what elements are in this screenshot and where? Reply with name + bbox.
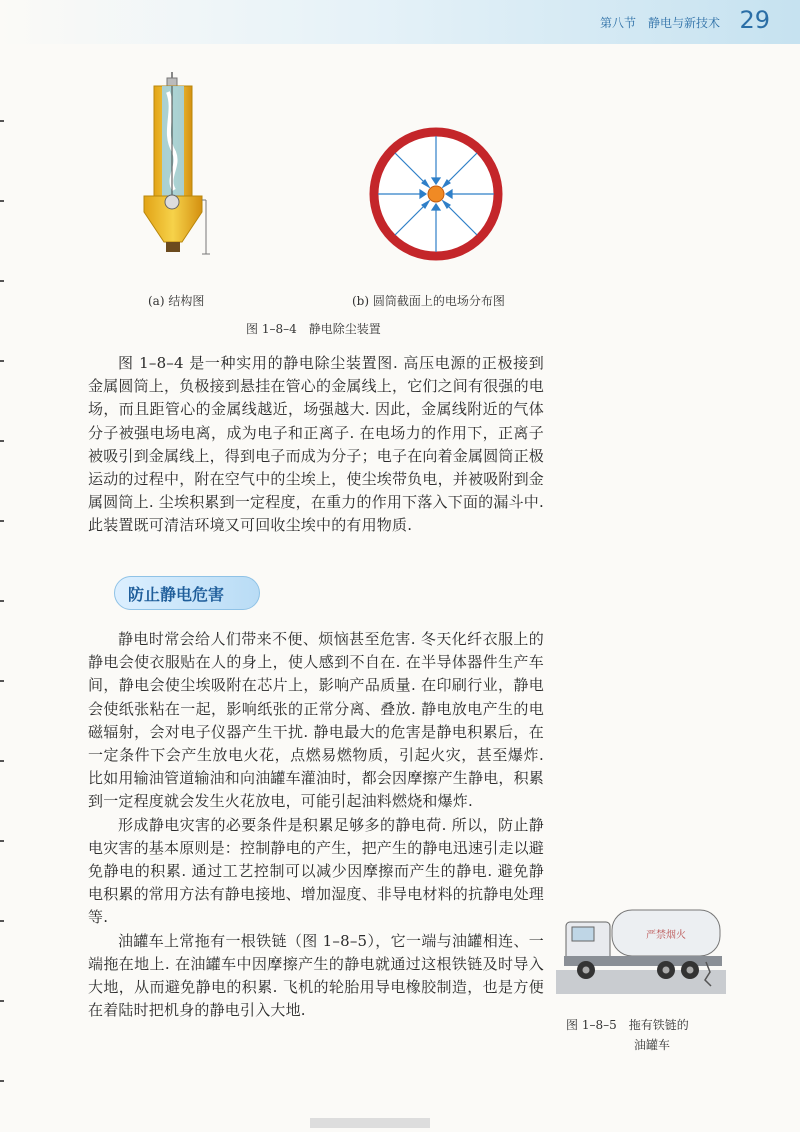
figure-structure-diagram (140, 72, 240, 268)
paragraph: 油罐车上常拖有一根铁链（图 1–8–5），它一端与油罐相连、一端拖在地上. 在油罐车中因摩擦产生的静电就通过这根铁链及时导入大地，从而避免静电的积累. 飞机的轮胎用导电橡胶制造，也是方便在着陆时把机身的静电引入大地. (88, 931, 544, 1020)
figure-tanker-truck (556, 900, 726, 1000)
figure-field-distribution (366, 124, 506, 264)
page-number: 29 (739, 6, 770, 34)
figure-a-caption: (a) 结构图 (148, 294, 205, 308)
paragraph: 静电时常会给人们带来不便、烦恼甚至危害. 冬天化纤衣服上的静电会使衣服贴在人的身上，使人感到不自在. 在半导体器件生产车间，静电会使尘埃吸附在芯片上，影响产品质量. 在印刷行业，静电会使纸张粘在一起，影响纸张的正常分离、叠放. 静电放电产生的电磁辐射，会对电子仪器产生干扰. 静电最大的危害是静电积累后，在一定条件下会产生放电火花，点燃易燃物质，引起火灾，甚至爆炸. 比如用输油管道输油和向油罐车灌油时，都会因摩擦产生静电，积累到一定程度就会发生火花放电，可能引起油料燃烧和爆炸. (88, 630, 545, 811)
figure-1-8-4-caption: 图 1–8–4 静电除尘装置 (246, 322, 381, 336)
figure-1-8-5-caption-line1: 图 1–8–5 拖有铁链的 (566, 1018, 689, 1032)
section-heading: 防止静电危害 (128, 585, 225, 604)
paragraph: 图 1–8–4 是一种实用的静电除尘装置图. 高压电源的正极接到金属圆筒上，负极接到悬挂在管心的金属线上，它们之间有很强的电场，而且距管心的金属线越近，场强越大. 因此，金属线附近的气体分子被强电场电离，成为电子和正离子. 在电场力的作用下，正离子被吸引到金属线上，得到电子而成为分子；电子在向着金属圆筒正极运动的过程中，附在空气中的尘埃上，使尘埃带负电，并被吸附到金属圆筒上. 尘埃积累到一定程度，在重力的作用下落入下面的漏斗中. 此装置既可清洁环境又可回收尘埃中的有用物质. (88, 354, 545, 535)
page-edge (0, 0, 4, 1132)
tank-warning-label: 严禁烟火 (646, 930, 686, 941)
paragraph: 形成静电灾害的必要条件是积累足够多的静电荷. 所以，防止静电灾害的基本原则是：控制静电的产生，把产生的静电迅速引走以避免静电的积累. 通过工艺控制可以减少因摩擦而产生的静电. 避免静电积累的常用方法有静电接地、增加湿度、非导电材料的抗静电处理等. (88, 815, 545, 927)
intro-paragraph-block (88, 352, 544, 538)
figure-b-caption: (b) 圆筒截面上的电场分布图 (352, 294, 505, 308)
header-section-title: 第八节 静电与新技术 (599, 16, 720, 30)
figure-1-8-5-caption-line2: 油罐车 (634, 1038, 671, 1052)
body-paragraph-block (88, 628, 544, 1022)
page-footer-mark (310, 1118, 430, 1128)
